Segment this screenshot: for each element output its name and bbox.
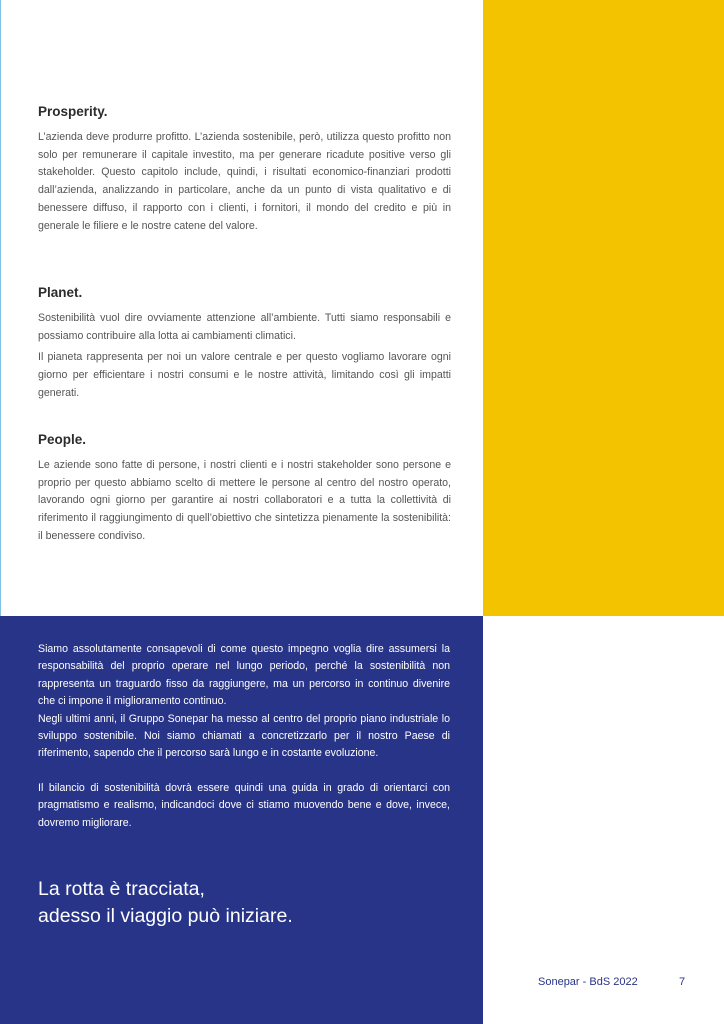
page-number: 7	[679, 976, 686, 988]
section-prosperity	[38, 104, 451, 239]
tagline-line: adesso il viaggio può iniziare.	[38, 905, 293, 927]
section-paragraph: Le aziende sono fatte di persone, i nostri clienti e i nostri stakeholder sono persone e proprio per questo abbiamo scelto di mettere le persone al centro del nostro operato, lavorando ogni giorno per garantire ai nostri collaboratori e a tutta la collettività di riferimento il raggiungimento di quell’obiettivo che sintetizza pienamente la sostenibilità: il benessere condiviso.	[38, 459, 451, 542]
section-paragraph: L’azienda deve produrre profitto. L’azienda sostenibile, però, utilizza questo profitto non solo per remunerare il capitale investito, ma per generare ricadute positive verso gli stakeholder. Questo capitolo include, quindi, i risultati economico-finanziari prodotti dall’azienda, analizzando in particolare, anche da un punto di vista qualitativo e di benessere diffuso, il rapporto con i clienti, i fornitori, il mondo del credito e più in generale le filiere e le nostre catene del valore.	[38, 131, 451, 232]
left-margin-rule	[0, 0, 1, 616]
blue-box-text	[38, 641, 450, 832]
tagline	[38, 876, 458, 930]
section-title: Prosperity.	[38, 104, 108, 119]
section-title: Planet.	[38, 285, 83, 300]
footer-label: Sonepar - BdS 2022	[538, 976, 638, 988]
yellow-decorative-block	[483, 0, 724, 616]
section-paragraph: Il pianeta rappresenta per noi un valore centrale e per questo vogliamo lavorare ogni giorno per efficientare i nostri consumi e le nostre attività, limitando così gli impatti generati.	[38, 351, 451, 399]
section-people	[38, 432, 451, 550]
section-title: People.	[38, 432, 87, 447]
section-planet	[38, 285, 451, 407]
blue-paragraph: Siamo assolutamente consapevoli di come questo impegno voglia dire assumersi la responsabilità del proprio operare nel lungo periodo, perché la sostenibilità non rappresenta un traguardo fisso da raggiungere, ma un percorso in continuo divenire che ci impone il miglioramento continuo.	[38, 643, 450, 708]
blue-paragraph: Negli ultimi anni, il Gruppo Sonepar ha messo al centro del proprio piano industriale lo sviluppo sostenibile. Noi siamo chiamati a concretizzarlo per il nostro Paese di riferimento, sapendo che il percorso sarà lungo e in costante evoluzione.	[38, 712, 450, 760]
section-paragraph: Sostenibilità vuol dire ovviamente attenzione all’ambiente. Tutti siamo responsabili e possiamo contribuire alla lotta ai cambiamenti climatici.	[38, 312, 451, 342]
tagline-line: La rotta è tracciata,	[38, 878, 205, 900]
blue-paragraph: Il bilancio di sostenibilità dovrà essere quindi una guida in grado di orientarci con pragmatismo e realismo, indicandoci dove ci stiamo muovendo bene e dove, invece, dovremo migliorare.	[38, 781, 450, 829]
